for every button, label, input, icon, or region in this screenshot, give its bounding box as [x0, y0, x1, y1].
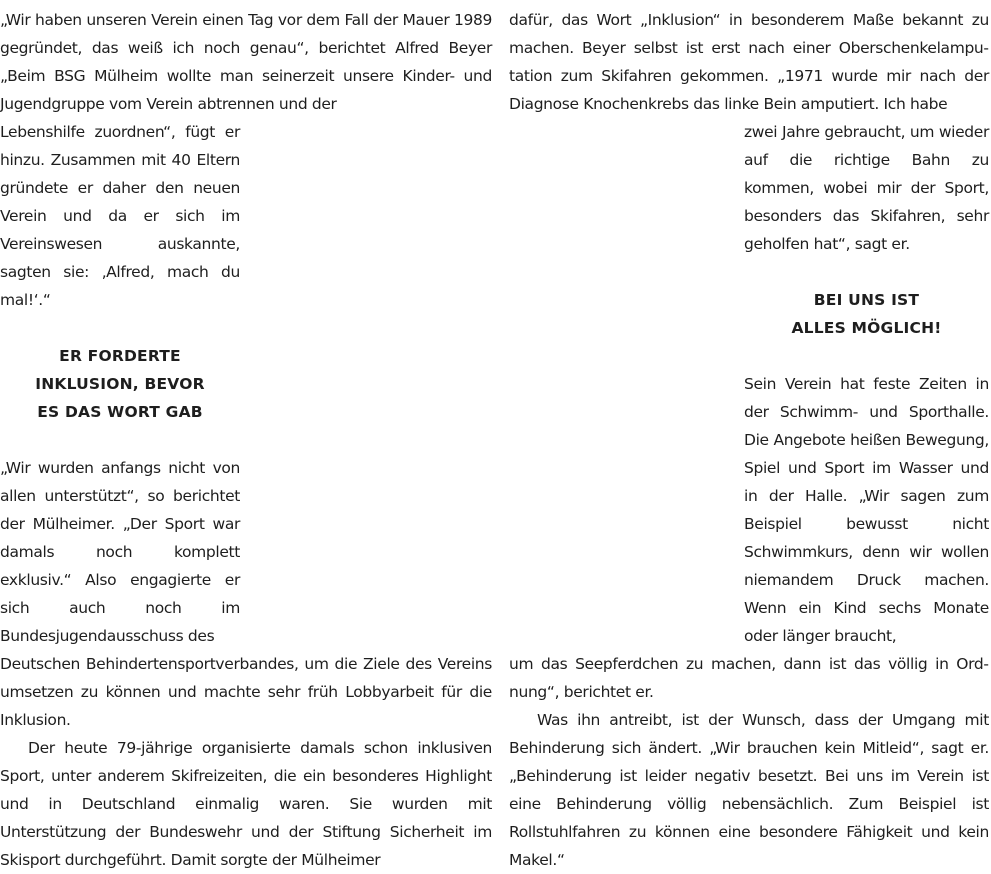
heading-line: ES DAS WORT GAB — [37, 403, 203, 421]
paragraph-amputation-continued: zwei Jahre gebraucht, um wieder auf die richtige Bahn zu kommen, wobei mir der Sport, besonders das Skifahren, sehr geholfen hat“, sagt er. — [744, 123, 989, 253]
paragraph-umgang: Was ihn antreibt, ist der Wunsch, dass der Umgang mit Behinderung sich ändert. „Wir brauchen kein Mitleid“, sagt er. „Behinderung ist leider negativ besetzt. Bei uns im Verein ist eine Behinderung völlig nebensächlich. Zum Beispiel ist Rollstuhlfahren zu können eine besondere Fähigkeit und kein Makel.“ — [509, 711, 989, 869]
heading-moeglich — [744, 286, 989, 342]
paragraph-support: „Wir wurden anfangs nicht von allen unterstützt“, so berichtet der Mülheimer. „Der Sport war damals noch komplett exklusiv.“ Also engagierte er sich auch noch im Bundesjugendausschuss des — [0, 459, 240, 645]
paragraph-support-continued: Deutschen Behindertensportverbandes, um die Ziele des Vereins umsetzen zu können und machte sehr früh Lobbyarbeit für die Inklusion. — [0, 655, 492, 729]
heading-line: ALLES MÖGLICH! — [791, 319, 942, 337]
left-column — [0, 6, 492, 874]
paragraph-amputation: dafür, das Wort „Inklusion“ in besonderem Maße bekannt zu machen. Beyer selbst ist erst nach einer Oberschenkelamputation zum Skifahren gekommen. „1971 wurde mir nach der Diagnose Knochenkrebs das linke Bein amputiert. Ich habe — [509, 11, 989, 113]
paragraph-intro: „Wir haben unseren Verein einen Tag vor dem Fall der Mauer 1989 gegründet, das weiß ich noch genau“, berichtet Alfred Beyer „Beim BSG Mülheim wollte man seinerzeit unsere Kinder- und Jugendgruppe vom Verein abtrennen und der — [0, 11, 492, 113]
heading-inklusion — [0, 342, 240, 426]
heading-line: BEI UNS IST — [813, 291, 920, 309]
right-column — [509, 6, 989, 874]
heading-line: ER FORDERTE — [59, 347, 181, 365]
paragraph-skifreizeiten: Der heute 79-jährige organisierte damals schon inklusiven Sport, unter anderem Skifreizeiten, die ein besonderes Highlight und in Deutschland einmalig waren. Sie wurden mit Unterstützung der Bundeswehr und der Stiftung Sicherheit im Skisport durchgeführt. Damit sorgte der Mülheimer — [0, 739, 492, 869]
paragraph-intro-continued: Lebenshilfe zuordnen“, fügt er hinzu. Zusammen mit 40 Eltern gründete er daher den neuen Verein und da er sich im Vereinswesen auskannte, sagten sie: ‚Alfred, mach du mal!‘.“ — [0, 123, 240, 309]
paragraph-zeiten-continued: um das Seepferdchen zu machen, dann ist das völlig in Ordnung“, berichtet er. — [509, 655, 989, 701]
heading-line: INKLUSION, BEVOR — [35, 375, 205, 393]
paragraph-zeiten: Sein Verein hat feste Zeiten in der Schwimm- und Sporthalle. Die Angebote heißen Bewegung, Spiel und Sport im Wasser und in der Halle. „Wir sagen zum Beispiel bewusst nicht Schwimmkurs, denn wir wollen niemandem Druck machen. Wenn ein Kind sechs Monate oder länger braucht, — [744, 375, 989, 645]
